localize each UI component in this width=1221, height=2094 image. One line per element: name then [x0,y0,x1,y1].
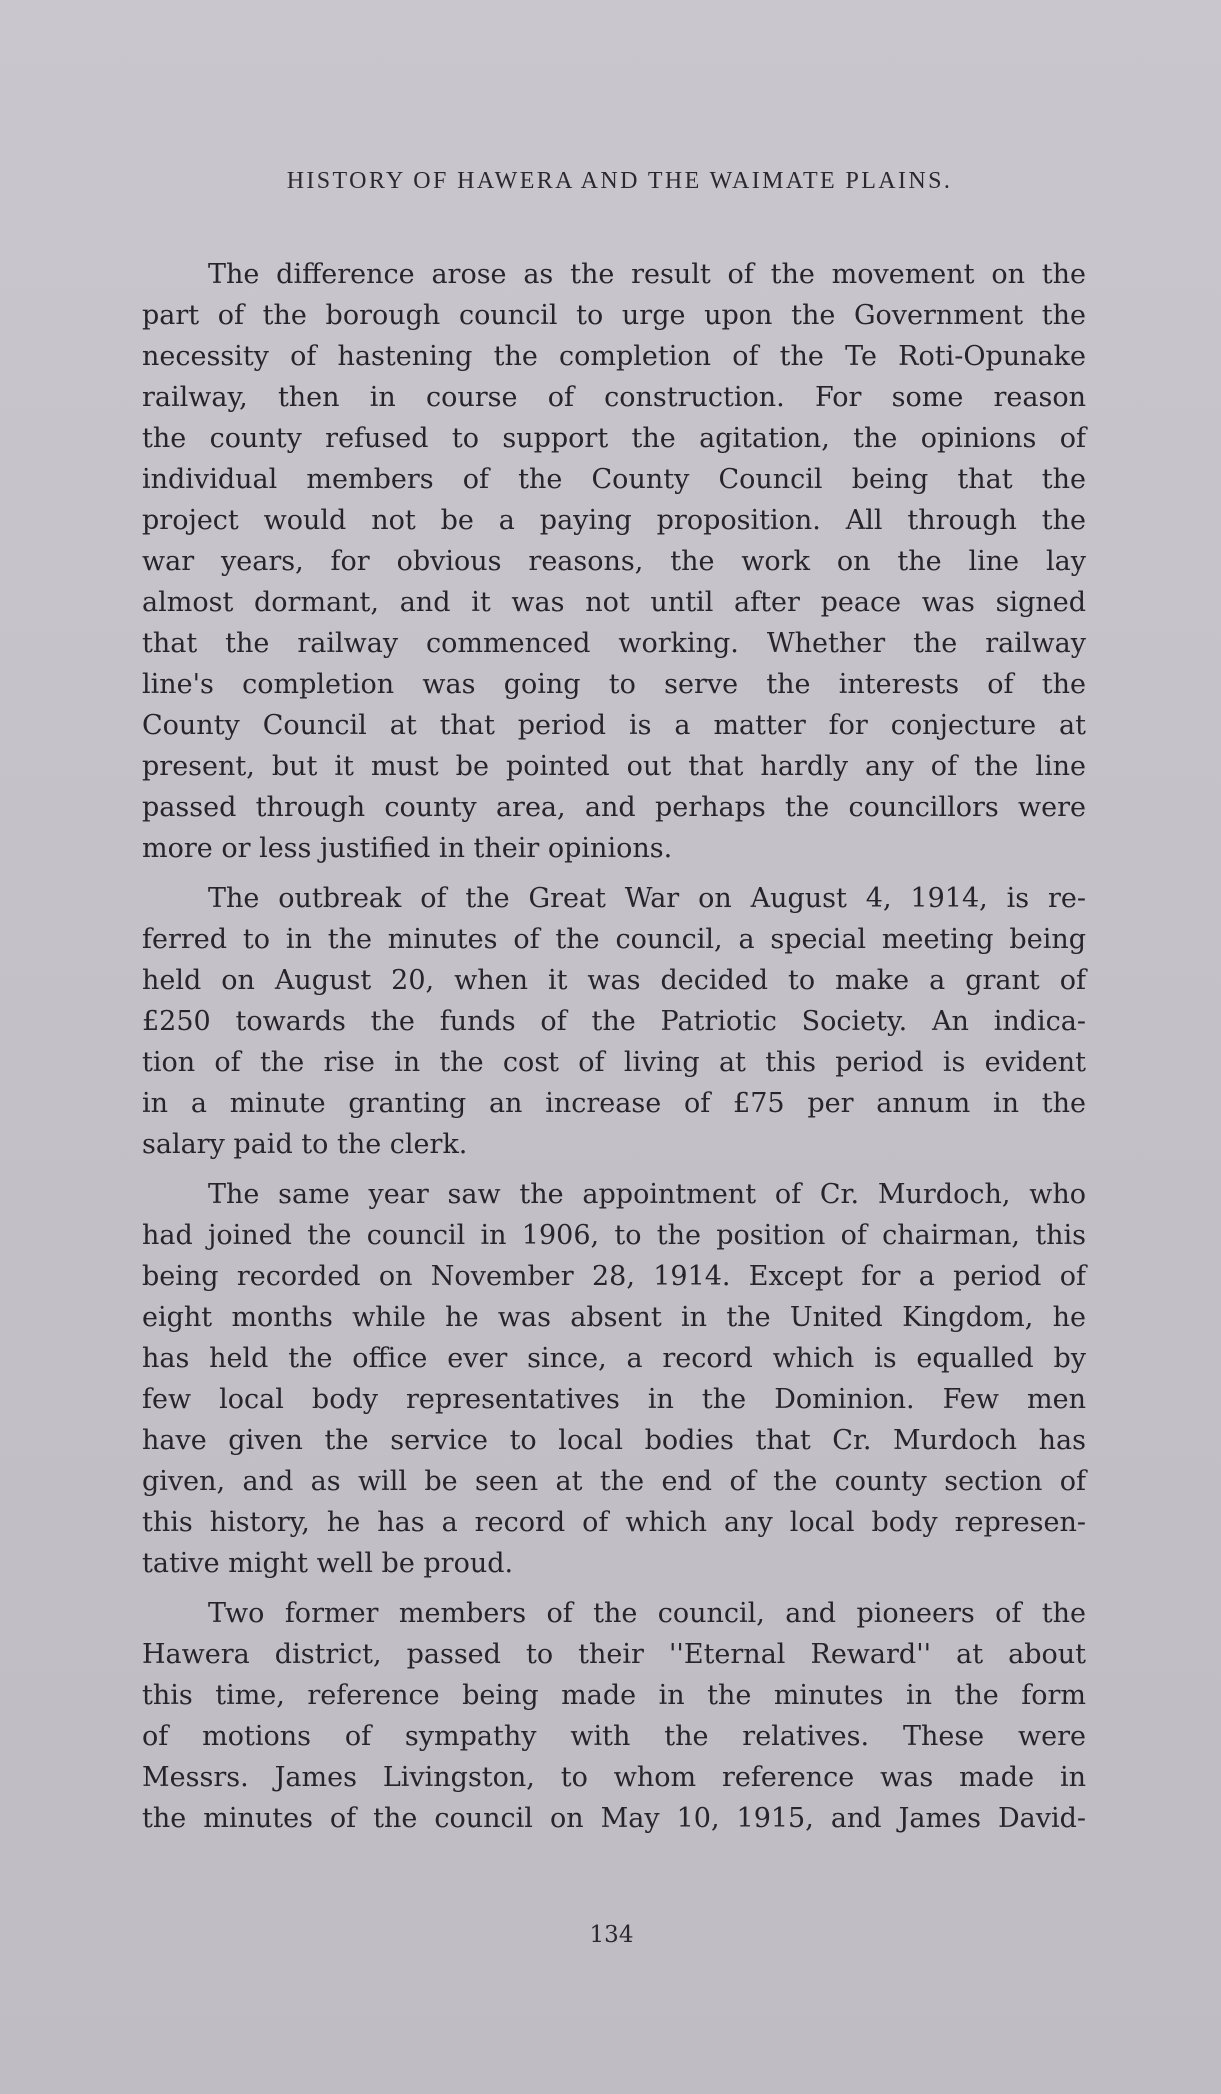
text-line: The same year saw the appointment of Cr. Murdoch, who [208,1179,1086,1210]
text-line: Messrs. James Livingston, to whom reference was made in [142,1762,1086,1793]
text-line: ferred to in the minutes of the council, a special meeting being [142,924,1086,955]
text-line: war years, for obvious reasons, the work on the line lay [142,546,1086,577]
text-line: in a minute granting an increase of £75 per annum in the [142,1088,1086,1119]
text-line: part of the borough council to urge upon the Government the [142,300,1086,331]
text-line: being recorded on November 28, 1914. Except for a period of [142,1261,1086,1292]
paragraph-railway-dispute [142,254,1086,869]
text-line: of motions of sympathy with the relatives. These were [142,1721,1086,1752]
text-line: few local body representatives in the Dominion. Few men [142,1384,1086,1415]
text-line: The outbreak of the Great War on August 4, 1914, is re- [208,883,1086,914]
text-line: Hawera district, passed to their ''Eternal Reward'' at about [142,1639,1086,1670]
text-line: almost dormant, and it was not until after peace was signed [142,587,1086,618]
paragraph-former-members [142,1593,1086,1839]
text-line: tative might well be proud. [142,1548,514,1579]
text-line: the county refused to support the agitation, the opinions of [142,423,1086,454]
page-number: 134 [589,1922,634,1948]
text-line: this history, he has a record of which any local body represen- [142,1507,1086,1538]
text-line: salary paid to the clerk. [142,1129,468,1160]
text-line: passed through county area, and perhaps the councillors were [142,792,1086,823]
text-line: present, but it must be pointed out that hardly any of the line [142,751,1086,782]
running-title: HISTORY OF HAWERA AND THE WAIMATE PLAINS. [286,168,953,194]
paragraph-great-war [142,878,1086,1165]
text-line: held on August 20, when it was decided to make a grant of [142,965,1086,996]
text-line: that the railway commenced working. Whether the railway [142,628,1086,659]
text-line: line's completion was going to serve the interests of the [142,669,1086,700]
text-line: County Council at that period is a matter for conjecture at [142,710,1086,741]
text-line: has held the office ever since, a record which is equalled by [142,1343,1086,1374]
text-line: project would not be a paying proposition. All through the [142,505,1086,536]
text-line: the minutes of the council on May 10, 1915, and James David- [142,1803,1086,1834]
text-line: tion of the rise in the cost of living at this period is evident [142,1047,1086,1078]
text-line: The difference arose as the result of the movement on the [208,259,1086,290]
text-line: necessity of hastening the completion of the Te Roti-Opunake [142,341,1086,372]
text-line: Two former members of the council, and pioneers of the [208,1598,1086,1629]
paragraph-murdoch-chairman [142,1174,1086,1584]
text-line: this time, reference being made in the minutes in the form [142,1680,1086,1711]
text-line: more or less justified in their opinions. [142,833,673,864]
body-text [142,254,1086,1848]
text-line: £250 towards the funds of the Patriotic Society. An indica- [142,1006,1086,1037]
text-line: given, and as will be seen at the end of the county section of [142,1466,1086,1497]
text-line: had joined the council in 1906, to the position of chairman, this [142,1220,1086,1251]
text-line: eight months while he was absent in the United Kingdom, he [142,1302,1086,1333]
text-line: have given the service to local bodies that Cr. Murdoch has [142,1425,1086,1456]
text-line: individual members of the County Council being that the [142,464,1086,495]
text-line: railway, then in course of construction. For some reason [142,382,1086,413]
